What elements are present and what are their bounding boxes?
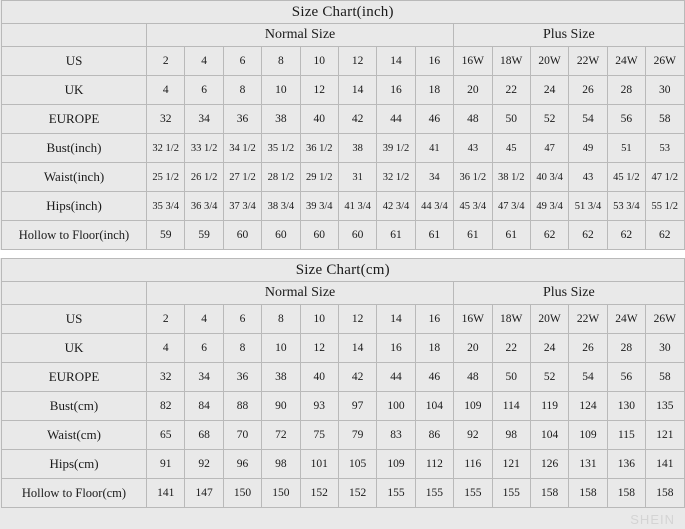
cell: 62	[607, 221, 645, 250]
cell: 45 3/4	[454, 192, 492, 221]
cell: 10	[262, 334, 300, 363]
row-label: Hips(inch)	[2, 192, 147, 221]
cell: 104	[530, 421, 568, 450]
row-label: US	[2, 47, 147, 76]
cell: 75	[300, 421, 338, 450]
cell: 112	[415, 450, 453, 479]
cell: 105	[338, 450, 376, 479]
cell: 30	[646, 334, 685, 363]
cell: 16W	[454, 47, 492, 76]
cell: 155	[492, 479, 530, 508]
cell: 150	[262, 479, 300, 508]
cell: 40 3/4	[530, 163, 568, 192]
cell: 155	[377, 479, 415, 508]
row-label: Waist(cm)	[2, 421, 147, 450]
cell: 48	[454, 363, 492, 392]
cell: 32 1/2	[377, 163, 415, 192]
cell: 158	[530, 479, 568, 508]
cell: 32 1/2	[147, 134, 185, 163]
table-row	[2, 450, 685, 479]
cell: 6	[185, 76, 223, 105]
cell: 96	[223, 450, 261, 479]
cell: 68	[185, 421, 223, 450]
cell: 54	[569, 363, 607, 392]
cell: 26W	[646, 305, 685, 334]
group-header-normal: Normal Size	[147, 282, 454, 305]
cell: 36 1/2	[300, 134, 338, 163]
cell: 35 3/4	[147, 192, 185, 221]
cell: 42	[338, 105, 376, 134]
cell: 50	[492, 363, 530, 392]
cell: 44 3/4	[415, 192, 453, 221]
table-row	[2, 479, 685, 508]
cell: 141	[147, 479, 185, 508]
cell: 20	[454, 76, 492, 105]
chart-title: Size Chart(inch)	[2, 1, 685, 24]
group-corner-cell	[2, 24, 147, 47]
cell: 54	[569, 105, 607, 134]
cell: 53 3/4	[607, 192, 645, 221]
table-row	[2, 334, 685, 363]
size-chart-inch-block	[0, 0, 685, 250]
cell: 158	[646, 479, 685, 508]
table-row	[2, 421, 685, 450]
cell: 22W	[569, 47, 607, 76]
cell: 109	[454, 392, 492, 421]
cell: 84	[185, 392, 223, 421]
cell: 26W	[646, 47, 684, 76]
cell: 33 1/2	[185, 134, 223, 163]
cell: 2	[147, 305, 185, 334]
cell: 16	[377, 334, 415, 363]
group-header-normal: Normal Size	[147, 24, 454, 47]
cell: 61	[377, 221, 415, 250]
cell: 158	[569, 479, 607, 508]
cell: 141	[646, 450, 685, 479]
cell: 2	[147, 47, 185, 76]
cell: 82	[147, 392, 185, 421]
cell: 37 3/4	[223, 192, 261, 221]
row-label: Hollow to Floor(inch)	[2, 221, 147, 250]
cell: 93	[300, 392, 338, 421]
group-header-plus: Plus Size	[454, 24, 684, 47]
cell: 116	[454, 450, 492, 479]
cell: 59	[147, 221, 185, 250]
cell: 90	[262, 392, 300, 421]
cell: 42	[338, 363, 376, 392]
cell: 34	[185, 363, 223, 392]
cell: 8	[223, 76, 261, 105]
cell: 46	[415, 363, 453, 392]
cell: 12	[300, 334, 338, 363]
cell: 47 3/4	[492, 192, 530, 221]
cell: 10	[262, 76, 300, 105]
cell: 121	[646, 421, 685, 450]
table-row	[2, 163, 685, 192]
table-row	[2, 192, 685, 221]
cell: 36	[223, 105, 261, 134]
cell: 6	[223, 305, 261, 334]
cell: 38 3/4	[262, 192, 300, 221]
cell: 18	[415, 76, 453, 105]
cell: 14	[338, 334, 376, 363]
cell: 24W	[607, 47, 645, 76]
cell: 43	[569, 163, 607, 192]
cell: 12	[338, 305, 376, 334]
cell: 70	[223, 421, 261, 450]
row-label: Hollow to Floor(cm)	[2, 479, 147, 508]
cell: 27 1/2	[223, 163, 261, 192]
size-chart-cm-block	[0, 258, 685, 508]
cell: 98	[262, 450, 300, 479]
cell: 60	[338, 221, 376, 250]
chart-title: Size Chart(cm)	[2, 259, 685, 282]
cell: 121	[492, 450, 530, 479]
cell: 31	[338, 163, 376, 192]
cell: 55 1/2	[646, 192, 684, 221]
row-label: UK	[2, 76, 147, 105]
cell: 18W	[492, 47, 530, 76]
table-row	[2, 305, 685, 334]
cell: 59	[185, 221, 223, 250]
cell: 20	[454, 334, 492, 363]
cell: 6	[185, 334, 223, 363]
cell: 10	[300, 47, 338, 76]
cell: 48	[454, 105, 492, 134]
cell: 34	[185, 105, 223, 134]
cell: 4	[147, 76, 185, 105]
table-row	[2, 392, 685, 421]
cell: 150	[223, 479, 261, 508]
row-label: EUROPE	[2, 363, 147, 392]
cell: 44	[377, 105, 415, 134]
cell: 24	[530, 76, 568, 105]
cell: 53	[646, 134, 684, 163]
cell: 43	[454, 134, 492, 163]
cell: 101	[300, 450, 338, 479]
cell: 14	[377, 47, 415, 76]
cell: 12	[338, 47, 376, 76]
cell: 50	[492, 105, 530, 134]
cell: 51	[607, 134, 645, 163]
cell: 60	[262, 221, 300, 250]
cell: 34 1/2	[223, 134, 261, 163]
chart-divider	[0, 250, 685, 258]
cell: 62	[569, 221, 607, 250]
cell: 26	[569, 76, 607, 105]
cell: 62	[646, 221, 684, 250]
cell: 109	[569, 421, 607, 450]
cell: 147	[185, 479, 223, 508]
cell: 36 3/4	[185, 192, 223, 221]
cell: 28	[607, 334, 645, 363]
cell: 16	[415, 305, 453, 334]
cell: 22	[492, 76, 530, 105]
cell: 30	[646, 76, 684, 105]
cell: 12	[300, 76, 338, 105]
cell: 20W	[530, 305, 568, 334]
size-chart-cm-table	[1, 258, 685, 508]
cell: 60	[223, 221, 261, 250]
cell: 24W	[607, 305, 645, 334]
row-label: EUROPE	[2, 105, 147, 134]
cell: 40	[300, 363, 338, 392]
size-chart-inch-table	[1, 0, 685, 250]
cell: 52	[530, 363, 568, 392]
cell: 152	[300, 479, 338, 508]
cell: 8	[262, 305, 300, 334]
table-title-row	[2, 259, 685, 282]
cell: 51 3/4	[569, 192, 607, 221]
cell: 4	[185, 305, 223, 334]
table-row	[2, 47, 685, 76]
cell: 36 1/2	[454, 163, 492, 192]
cell: 32	[147, 105, 185, 134]
cell: 124	[569, 392, 607, 421]
cell: 32	[147, 363, 185, 392]
row-label: Bust(cm)	[2, 392, 147, 421]
cell: 36	[223, 363, 261, 392]
cell: 109	[377, 450, 415, 479]
table-row	[2, 363, 685, 392]
cell: 131	[569, 450, 607, 479]
cell: 47 1/2	[646, 163, 684, 192]
row-label: US	[2, 305, 147, 334]
cell: 49	[569, 134, 607, 163]
cell: 83	[377, 421, 415, 450]
cell: 41	[415, 134, 453, 163]
cell: 114	[492, 392, 530, 421]
cell: 4	[185, 47, 223, 76]
cell: 115	[607, 421, 645, 450]
row-label: Waist(inch)	[2, 163, 147, 192]
cell: 14	[377, 305, 415, 334]
cell: 40	[300, 105, 338, 134]
cell: 41 3/4	[338, 192, 376, 221]
cell: 6	[223, 47, 261, 76]
cell: 22W	[569, 305, 607, 334]
watermark: SHEIN	[630, 512, 675, 527]
cell: 97	[338, 392, 376, 421]
cell: 100	[377, 392, 415, 421]
cell: 135	[646, 392, 685, 421]
cell: 28	[607, 76, 645, 105]
cell: 91	[147, 450, 185, 479]
group-header-plus: Plus Size	[454, 282, 684, 305]
cell: 79	[338, 421, 376, 450]
cell: 46	[415, 105, 453, 134]
cell: 16	[377, 76, 415, 105]
table-group-row	[2, 282, 685, 305]
cell: 39 1/2	[377, 134, 415, 163]
cell: 92	[185, 450, 223, 479]
cell: 60	[300, 221, 338, 250]
cell: 38	[262, 105, 300, 134]
cell: 56	[607, 105, 645, 134]
cell: 65	[147, 421, 185, 450]
cell: 126	[530, 450, 568, 479]
cell: 18W	[492, 305, 530, 334]
cell: 28 1/2	[262, 163, 300, 192]
cell: 58	[646, 105, 684, 134]
table-group-row	[2, 24, 685, 47]
row-label: Hips(cm)	[2, 450, 147, 479]
cell: 58	[646, 363, 685, 392]
cell: 16W	[454, 305, 492, 334]
cell: 98	[492, 421, 530, 450]
cell: 10	[300, 305, 338, 334]
cell: 61	[492, 221, 530, 250]
cell: 52	[530, 105, 568, 134]
cell: 18	[415, 334, 453, 363]
cell: 38 1/2	[492, 163, 530, 192]
cell: 25 1/2	[147, 163, 185, 192]
cell: 35 1/2	[262, 134, 300, 163]
table-title-row	[2, 1, 685, 24]
cell: 155	[415, 479, 453, 508]
cell: 42 3/4	[377, 192, 415, 221]
cell: 26	[569, 334, 607, 363]
table-row	[2, 76, 685, 105]
cell: 47	[530, 134, 568, 163]
cell: 14	[338, 76, 376, 105]
row-label: Bust(inch)	[2, 134, 147, 163]
table-row	[2, 105, 685, 134]
cell: 86	[415, 421, 453, 450]
cell: 22	[492, 334, 530, 363]
cell: 62	[530, 221, 568, 250]
cell: 38	[338, 134, 376, 163]
cell: 88	[223, 392, 261, 421]
cell: 72	[262, 421, 300, 450]
cell: 39 3/4	[300, 192, 338, 221]
cell: 38	[262, 363, 300, 392]
cell: 24	[530, 334, 568, 363]
table-row	[2, 134, 685, 163]
cell: 26 1/2	[185, 163, 223, 192]
cell: 136	[607, 450, 645, 479]
cell: 45	[492, 134, 530, 163]
cell: 44	[377, 363, 415, 392]
cell: 61	[415, 221, 453, 250]
cell: 56	[607, 363, 645, 392]
cell: 34	[415, 163, 453, 192]
table-row	[2, 221, 685, 250]
cell: 29 1/2	[300, 163, 338, 192]
cell: 104	[415, 392, 453, 421]
cell: 155	[454, 479, 492, 508]
cell: 8	[223, 334, 261, 363]
cell: 16	[415, 47, 453, 76]
cell: 130	[607, 392, 645, 421]
cell: 92	[454, 421, 492, 450]
cell: 8	[262, 47, 300, 76]
cell: 45 1/2	[607, 163, 645, 192]
cell: 61	[454, 221, 492, 250]
cell: 158	[607, 479, 645, 508]
cell: 152	[338, 479, 376, 508]
group-corner-cell	[2, 282, 147, 305]
cell: 4	[147, 334, 185, 363]
cell: 20W	[530, 47, 568, 76]
row-label: UK	[2, 334, 147, 363]
cell: 119	[530, 392, 568, 421]
cell: 49 3/4	[530, 192, 568, 221]
